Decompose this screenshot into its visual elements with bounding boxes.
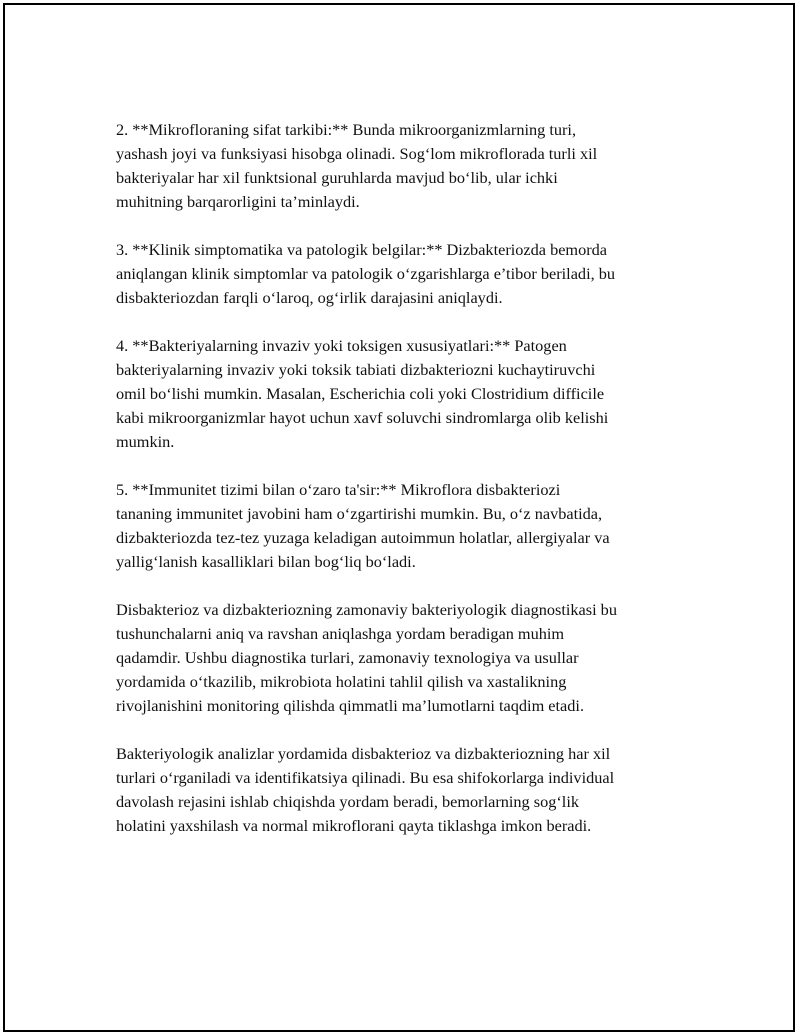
text-line: rivojlanishini monitoring qilishda qimmatli ma’lumotlarni taqdim etadi.	[116, 696, 585, 715]
text-line: mumkin.	[116, 432, 175, 451]
text-line: muhitning barqarorligini ta’minlaydi.	[116, 192, 360, 211]
text-line: disbakteriozdan farqli o‘laroq, og‘irlik darajasini aniqlaydi.	[116, 288, 503, 307]
text-line: turlari o‘rganiladi va identifikatsiya qilinadi. Bu esa shifokorlarga individual	[116, 768, 615, 787]
text-line: yallig‘lanish kasalliklari bilan bog‘liq bo‘ladi.	[116, 552, 416, 571]
text-line: davolash rejasini ishlab chiqishda yordam beradi, bemorlarning sog‘lik	[116, 792, 579, 811]
text-line: yordamida o‘tkazilib, mikrobiota holatini tahlil qilish va xastalikning	[116, 672, 567, 691]
text-line: Bakteriyologik analizlar yordamida disbakterioz va dizbakteriozning har xil	[116, 744, 611, 763]
paragraph-clinical-symptoms	[116, 238, 696, 310]
text-line: dizbakteriozda tez-tez yuzaga keladigan autoimmun holatlar, allergiyalar va	[116, 528, 610, 547]
paragraph-microflora-quality	[116, 118, 696, 214]
text-line: kabi mikroorganizmlar hayot uchun xavf soluvchi sindromlarga olib kelishi	[116, 408, 609, 427]
paragraph-modern-diagnostics	[116, 598, 696, 718]
text-line: bakteriyalar har xil funktsional guruhlarda mavjud bo‘lib, ular ichki	[116, 168, 558, 187]
text-line: aniqlangan klinik simptomlar va patologik o‘zgarishlarga e’tibor beriladi, bu	[116, 264, 616, 283]
paragraph-bacteriological-analysis	[116, 742, 696, 838]
paragraph-bacterial-properties	[116, 334, 696, 454]
paragraph-immune-interaction	[116, 478, 696, 574]
text-line: holatini yaxshilash va normal mikroflorani qayta tiklashga imkon beradi.	[116, 816, 592, 835]
text-line: omil bo‘lishi mumkin. Masalan, Escherichia coli yoki Clostridium difficile	[116, 384, 605, 403]
text-line: 2. **Mikrofloraning sifat tarkibi:** Bunda mikroorganizmlarning turi,	[116, 120, 577, 139]
text-line: 3. **Klinik simptomatika va patologik belgilar:** Dizbakteriozda bemorda	[116, 240, 608, 259]
text-line: qadamdir. Ushbu diagnostika turlari, zamonaviy texnologiya va usullar	[116, 648, 579, 667]
text-line: tushunchalarni aniq va ravshan aniqlashga yordam beradigan muhim	[116, 624, 565, 643]
text-line: tananing immunitet javobini ham o‘zgartirishi mumkin. Bu, o‘z navbatida,	[116, 504, 603, 523]
text-line: Disbakterioz va dizbakteriozning zamonaviy bakteriyologik diagnostikasi bu	[116, 600, 617, 619]
text-line: 5. **Immunitet tizimi bilan o‘zaro ta'sir:** Mikroflora disbakteriozi	[116, 480, 561, 499]
document-body	[116, 118, 696, 862]
text-line: 4. **Bakteriyalarning invaziv yoki toksigen xususiyatlari:** Patogen	[116, 336, 567, 355]
text-line: yashash joyi va funksiyasi hisobga olinadi. Sog‘lom mikroflorada turli xil	[116, 144, 598, 163]
text-line: bakteriyalarning invaziv yoki toksik tabiati dizbakteriozni kuchaytiruvchi	[116, 360, 596, 379]
